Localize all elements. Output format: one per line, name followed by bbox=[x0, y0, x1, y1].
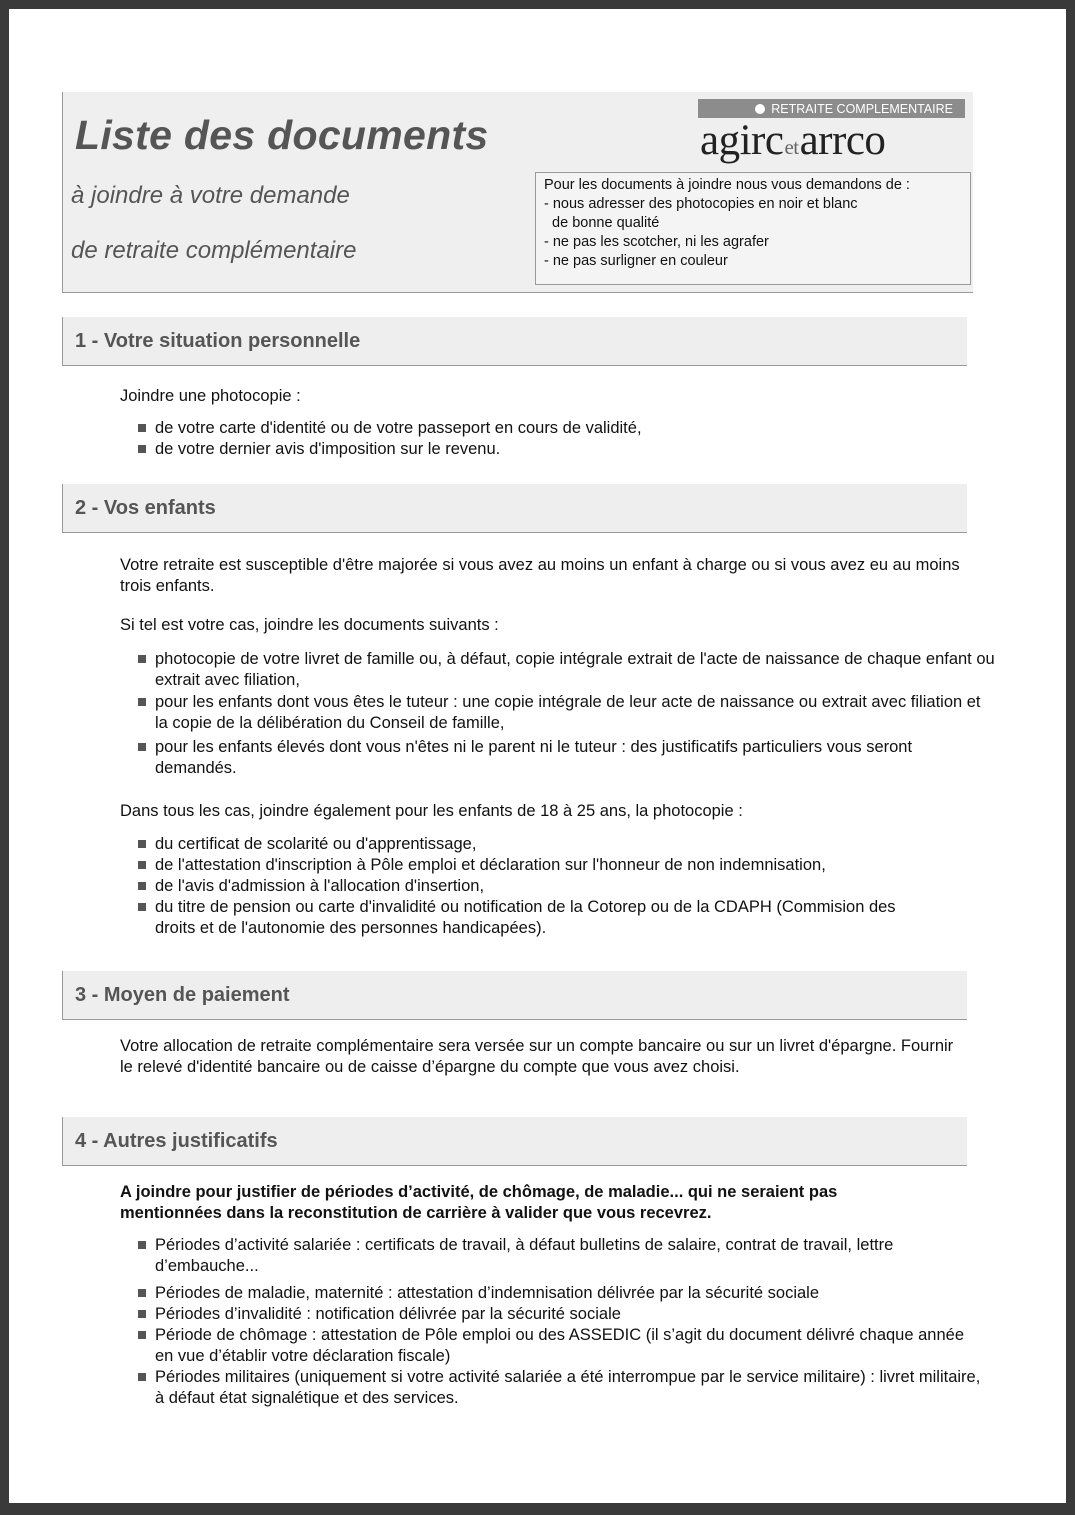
section-2-list-2 bbox=[136, 834, 926, 939]
logo-et: et bbox=[784, 135, 799, 159]
section-title: 4 - Autres justificatifs bbox=[75, 1130, 278, 1152]
list-item: Périodes d’invalidité : notification délivrée par la sécurité sociale bbox=[136, 1304, 986, 1325]
logo-agirc: agirc bbox=[700, 117, 784, 164]
section-title: 1 - Votre situation personnelle bbox=[75, 330, 361, 352]
document-page bbox=[9, 9, 1066, 1503]
note-line: Pour les documents à joindre nous vous demandons de : bbox=[544, 177, 910, 193]
section-header-4 bbox=[62, 1117, 967, 1166]
section-header-2 bbox=[62, 484, 967, 533]
note-line: de bonne qualité bbox=[544, 215, 660, 231]
subtitle-line-2: de retraite complémentaire bbox=[71, 237, 357, 264]
list-item: Périodes d’activité salariée : certificats de travail, à défaut bulletins de salaire, contrat de travail, lettre d’embauche... bbox=[136, 1235, 986, 1277]
note-line: - ne pas les scotcher, ni les agrafer bbox=[544, 234, 769, 250]
list-item: du certificat de scolarité ou d'apprentissage, bbox=[136, 834, 926, 855]
list-item: de l'avis d'admission à l'allocation d'insertion, bbox=[136, 876, 926, 897]
list-item: pour les enfants élevés dont vous n'êtes ni le parent ni le tuteur : des justificatifs particuliers vous seront demandés. bbox=[136, 737, 996, 779]
section-header-3 bbox=[62, 971, 967, 1020]
circle-icon bbox=[755, 104, 765, 114]
section-4-list bbox=[136, 1235, 986, 1409]
section-2-intro-2: Si tel est votre cas, joindre les documents suivants : bbox=[120, 616, 499, 634]
list-item: de l'attestation d'inscription à Pôle emploi et déclaration sur l'honneur de non indemnisation, bbox=[136, 855, 926, 876]
list-item: de votre carte d'identité ou de votre passeport en cours de validité, bbox=[136, 418, 986, 439]
note-line: - ne pas surligner en couleur bbox=[544, 253, 728, 269]
list-item: Périodes militaires (uniquement si votre activité salariée a été interrompue par le service militaire) : livret militaire, à défaut état signalétique et des services. bbox=[136, 1367, 986, 1409]
subtitle-line-1: à joindre à votre demande bbox=[71, 182, 350, 209]
list-item: Périodes de maladie, maternité : attestation d’indemnisation délivrée par la sécurité sociale bbox=[136, 1283, 986, 1304]
list-item: photocopie de votre livret de famille ou, à défaut, copie intégrale extrait de l'acte de naissance de chaque enfant ou extrait avec filiation, bbox=[136, 649, 996, 691]
section-title: 2 - Vos enfants bbox=[75, 497, 216, 519]
section-2-intro-3: Dans tous les cas, joindre également pour les enfants de 18 à 25 ans, la photocopie : bbox=[120, 802, 743, 820]
list-item: de votre dernier avis d'imposition sur le revenu. bbox=[136, 439, 986, 460]
document-header bbox=[62, 92, 973, 293]
list-item: pour les enfants dont vous êtes le tuteur : une copie intégrale de leur acte de naissance ou extrait avec filiation et la copie de la délibération du Conseil de famille, bbox=[136, 692, 996, 734]
section-header-1 bbox=[62, 317, 967, 366]
section-4-intro: A joindre pour justifier de périodes d’activité, de chômage, de maladie... qui ne seraient pas mentionnées dans la reconstitution de carrière à valider que vous recevrez. bbox=[120, 1183, 838, 1222]
list-item: du titre de pension ou carte d'invalidité ou notification de la Cotorep ou de la CDAPH (Commision des droits et de l'autonomie des personnes handicapées). bbox=[136, 897, 926, 939]
section-2-intro: Votre retraite est susceptible d'être majorée si vous avez au moins un enfant à charge ou si vous avez eu au moins trois enfants. bbox=[120, 556, 960, 595]
agirc-arrco-logo bbox=[700, 116, 885, 165]
section-title: 3 - Moyen de paiement bbox=[75, 984, 290, 1006]
section-3-text: Votre allocation de retraite complémentaire sera versée sur un compte bancaire ou sur un livret d'épargne. Fournir le relevé d'identité bancaire ou de caisse d’épargne du compte que vous avez choisi. bbox=[120, 1037, 954, 1076]
page-title: Liste des documents bbox=[75, 112, 489, 158]
section-1-list bbox=[136, 418, 986, 460]
note-line: - nous adresser des photocopies en noir et blanc bbox=[544, 196, 858, 212]
list-item: Période de chômage : attestation de Pôle emploi ou des ASSEDIC (il s’agit du document délivré chaque année en vue d’établir votre déclaration fiscale) bbox=[136, 1325, 986, 1367]
section-2-list bbox=[136, 649, 996, 779]
logo-band-label: RETRAITE COMPLEMENTAIRE bbox=[771, 101, 953, 116]
section-1-intro: Joindre une photocopie : bbox=[120, 387, 301, 405]
instructions-box bbox=[535, 172, 971, 285]
logo-arrco: arrco bbox=[799, 117, 886, 164]
